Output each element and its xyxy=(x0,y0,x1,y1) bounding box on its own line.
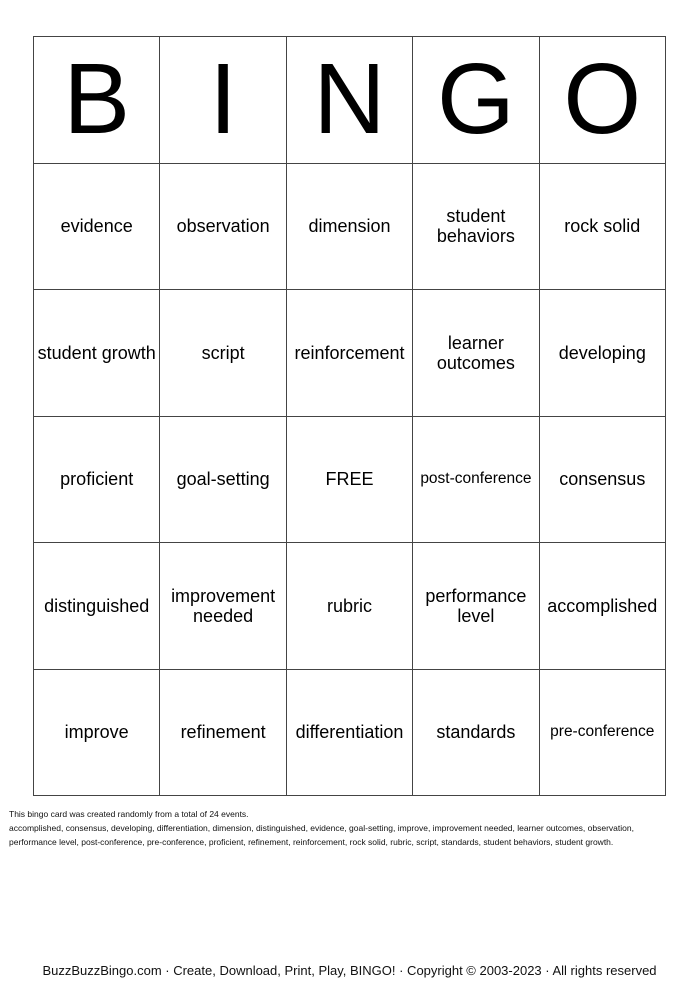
header-letter-b: B xyxy=(34,37,160,164)
card-info-summary: This bingo card was created randomly from a total of 24 events. xyxy=(9,809,249,819)
bingo-cell: observation xyxy=(160,164,286,291)
bingo-cell: accomplished xyxy=(540,543,666,670)
header-letter-i: I xyxy=(160,37,286,164)
bingo-cell: improve xyxy=(34,670,160,797)
header-letter-n: N xyxy=(287,37,413,164)
bingo-cell: post-conference xyxy=(413,417,539,544)
bingo-cell: developing xyxy=(540,290,666,417)
header-letter-o: O xyxy=(540,37,666,164)
bingo-cell: rock solid xyxy=(540,164,666,291)
bingo-cell: student behaviors xyxy=(413,164,539,291)
bingo-cell: learner outcomes xyxy=(413,290,539,417)
bingo-cell: refinement xyxy=(160,670,286,797)
bingo-cell: student growth xyxy=(34,290,160,417)
bingo-cell: evidence xyxy=(34,164,160,291)
page-footer: BuzzBuzzBingo.com · Create, Download, Print, Play, BINGO! · Copyright © 2003-2023 · All rights reserved xyxy=(42,963,657,978)
bingo-cell: improvement needed xyxy=(160,543,286,670)
card-info-event-list: accomplished, consensus, developing, differentiation, dimension, distinguished, evidence, goal-setting, improve, improvement needed, learner outcomes, observation, performance level, post-conference, pre-conference, proficient, refinement, reinforcement, rock solid, rubric, script, standards, student behaviors, student growth. xyxy=(9,823,634,847)
bingo-cell: dimension xyxy=(287,164,413,291)
bingo-card xyxy=(33,36,666,796)
header-letter-g: G xyxy=(413,37,539,164)
bingo-cell: proficient xyxy=(34,417,160,544)
bingo-cell: reinforcement xyxy=(287,290,413,417)
bingo-cell: distinguished xyxy=(34,543,160,670)
bingo-cell: standards xyxy=(413,670,539,797)
free-space-cell: FREE xyxy=(287,417,413,544)
bingo-cell: performance level xyxy=(413,543,539,670)
bingo-cell: goal-setting xyxy=(160,417,286,544)
bingo-cell: pre-conference xyxy=(540,670,666,797)
bingo-cell: rubric xyxy=(287,543,413,670)
bingo-cell: differentiation xyxy=(287,670,413,797)
card-info xyxy=(9,807,681,849)
bingo-cell: script xyxy=(160,290,286,417)
bingo-cell: consensus xyxy=(540,417,666,544)
